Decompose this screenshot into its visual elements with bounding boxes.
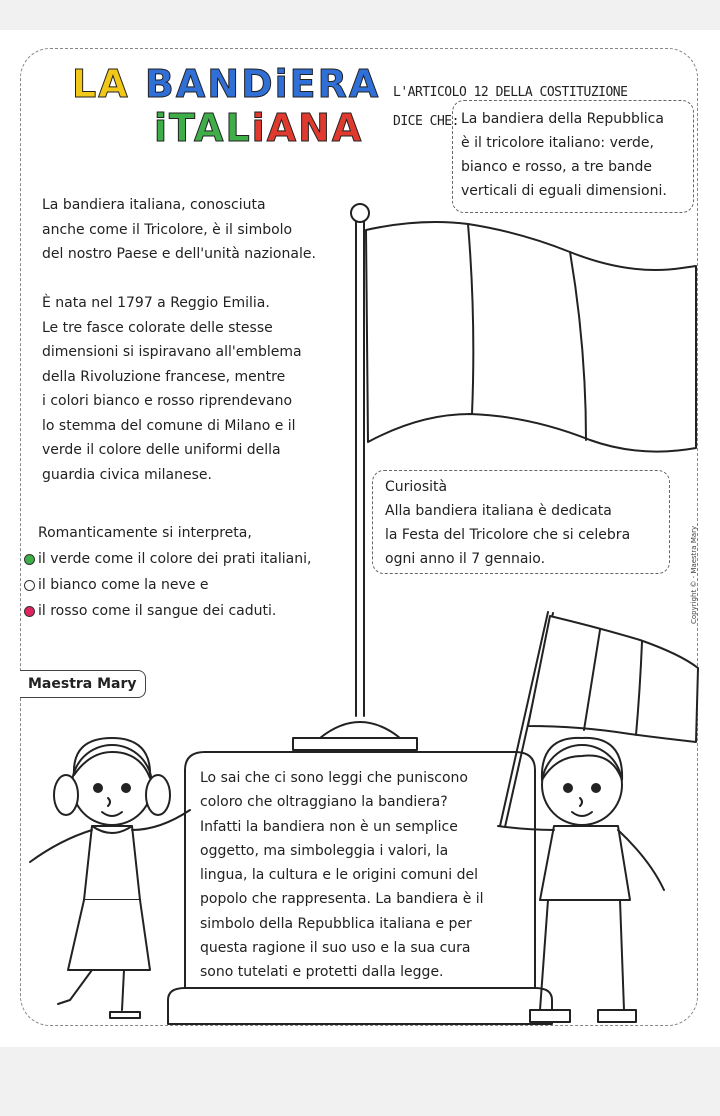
intro-line: La bandiera italiana, conosciuta — [42, 197, 266, 213]
title-letter: R — [317, 62, 349, 106]
title-letter: B — [144, 62, 176, 106]
intro-line: della Rivoluzione francese, mentre — [42, 368, 286, 385]
laws-line: questa ragione il suo uso e la sua cura — [200, 940, 471, 957]
green-dot-icon — [24, 554, 35, 565]
laws-line: sono tutelati e protetti dalla legge. — [200, 964, 444, 981]
curiosity-line: Alla bandiera italiana è dedicata — [385, 503, 612, 519]
laws-line: Lo sai che ci sono leggi che puniscono — [200, 770, 468, 786]
title-letter: E — [289, 62, 318, 106]
intro-line: dimensioni si ispiravano all'emblema — [42, 344, 302, 360]
romantic-item-white — [24, 572, 311, 598]
title-letter — [130, 62, 145, 106]
copyright-text: Copyright © - Maestra Mary — [690, 525, 698, 624]
curiosity-title: Curiosità — [385, 479, 448, 495]
laws-line: coloro che oltraggiano la bandiera? — [200, 794, 448, 811]
title-letter: D — [241, 62, 275, 106]
intro-line — [42, 267, 316, 292]
title-letter: i — [251, 106, 267, 150]
romantic-heading: Romanticamente si interpreta, — [38, 525, 252, 541]
intro-line: verde il colore delle uniformi della — [42, 442, 281, 458]
romantic-item-text: il bianco come la neve e — [38, 577, 209, 593]
page-title-line1 — [72, 62, 380, 106]
curiosity-line: la Festa del Tricolore che si celebra — [385, 527, 631, 543]
title-letter: N — [207, 62, 242, 106]
intro-line: lo stemma del comune di Milano e il — [42, 417, 296, 434]
laws-paragraph — [200, 766, 500, 985]
red-dot-icon — [24, 606, 35, 617]
article-heading-line2: DICE CHE: — [393, 114, 459, 129]
intro-line: Le tre fasce colorate delle stesse — [42, 319, 273, 336]
article-box — [452, 100, 694, 213]
pole-knob-icon — [351, 204, 369, 222]
title-letter: N — [298, 106, 332, 150]
laws-line: lingua, la cultura e le origini comuni del — [200, 867, 479, 884]
article-box-line: verticali di eguali dimensioni. — [461, 183, 667, 199]
laws-line: simbolo della Repubblica italiana e per — [200, 915, 472, 932]
laws-line: oggetto, ma simboleggia i valori, la — [200, 842, 449, 859]
laws-line: Infatti la bandiera non è un semplice — [200, 818, 458, 835]
title-letter: A — [194, 106, 226, 150]
pole-base-icon — [320, 722, 400, 738]
flag-small-icon — [528, 616, 698, 742]
page-title-line2 — [154, 106, 363, 150]
title-letter: A — [98, 62, 130, 106]
signature-label: Maestra Mary — [20, 670, 146, 698]
romantic-item-green — [24, 546, 311, 572]
romantic-item-text: il rosso come il sangue dei caduti. — [38, 603, 277, 619]
girl-icon — [30, 738, 190, 1018]
title-letter: i — [274, 62, 290, 106]
romantic-item-red — [24, 598, 311, 624]
romantic-section — [24, 520, 311, 624]
title-letter: A — [348, 62, 381, 106]
title-letter: A — [331, 106, 364, 150]
curiosity-line: ogni anno il 7 gennaio. — [385, 551, 546, 567]
romantic-item-text: il verde come il colore dei prati italiani, — [38, 551, 312, 567]
article-box-line: è il tricolore italiano: verde, — [461, 135, 654, 151]
title-letter: L — [72, 62, 99, 106]
flag-big-icon — [366, 222, 696, 452]
white-dot-icon — [24, 580, 35, 591]
intro-line: anche come il Tricolore, è il simbolo — [42, 221, 293, 238]
title-letter: T — [169, 106, 195, 150]
title-letter: A — [266, 106, 299, 150]
intro-line: i colori bianco e rosso riprendevano — [42, 393, 293, 409]
intro-line: È nata nel 1797 a Reggio Emilia. — [42, 295, 270, 311]
article-box-line: La bandiera della Repubblica — [461, 111, 664, 127]
title-letter: L — [225, 106, 252, 150]
article-heading-line1: L'ARTICOLO 12 DELLA COSTITUZIONE — [393, 85, 628, 100]
intro-line: guardia civica milanese. — [42, 466, 212, 483]
laws-line: popolo che rappresenta. La bandiera è il — [200, 891, 484, 908]
intro-line: del nostro Paese e dell'unità nazionale. — [42, 246, 316, 262]
title-letter: i — [154, 106, 170, 150]
article-box-line: bianco e rosso, a tre bande — [461, 159, 652, 175]
intro-paragraph — [42, 193, 316, 487]
curiosity-box — [372, 470, 670, 574]
title-letter: A — [175, 62, 208, 106]
